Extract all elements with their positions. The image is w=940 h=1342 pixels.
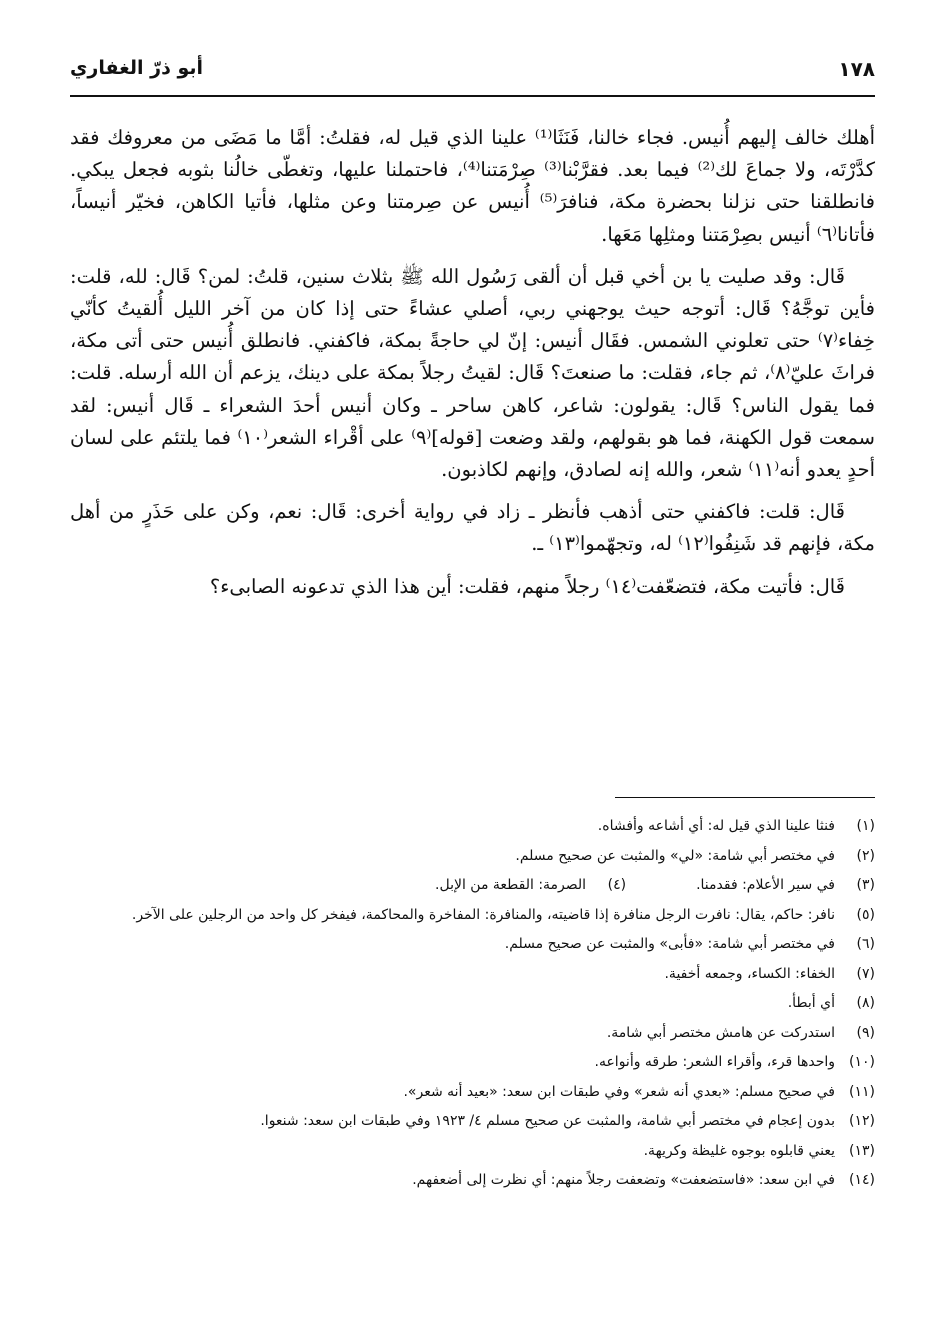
footnote-divider — [615, 797, 875, 798]
footnote — [696, 871, 875, 901]
footnote-number: (٢) — [856, 847, 875, 864]
footnote-text: في سير الأعلام: فقدمنا. — [696, 877, 835, 893]
footnote-text: فنثا علينا الذي قيل له: أي أشاعه وأفشاه. — [597, 818, 835, 834]
footnote-number: (٩) — [856, 1024, 875, 1041]
footnotes — [70, 812, 875, 1196]
footnote-number: (١٢) — [849, 1113, 875, 1129]
footnote-number: (١٠) — [849, 1054, 875, 1070]
footnote-text: استدركت عن هامش مختصر أبي شامة. — [606, 1024, 835, 1041]
footnote-text: في مختصر أبي شامة: «فأبى» والمثبت عن صحيح مسلم. — [504, 936, 835, 952]
footnote — [70, 930, 875, 960]
footnote — [70, 1107, 875, 1137]
footnote — [70, 960, 875, 990]
footnote-text: في مختصر أبي شامة: «لي» والمثبت عن صحيح مسلم. — [515, 847, 835, 864]
page-header — [70, 55, 875, 97]
footnote — [70, 901, 875, 931]
paragraph: قَال: قلت: فاكفني حتى أذهب فأنظر ـ زاد في رواية أخرى: قَال: نعم، وكن على حَذَرٍ من أهل مكة، فإنهم قد شَنِفُوا⁽١٢⁾ له، وتجهّموا⁽١٣⁾ ـ. — [70, 500, 875, 556]
footnote — [70, 989, 875, 1019]
footnote-number: (١٣) — [849, 1142, 875, 1159]
footnote — [70, 1019, 875, 1049]
footnote-number: (٨) — [856, 995, 875, 1011]
footnote-text: يعني قابلوه بوجوه غليظة وكريهة. — [643, 1142, 835, 1159]
paragraph: قَال: وقد صليت يا بن أخي قبل أن ألقى رَسُول الله ﷺ بثلاث سنين، قلتُ: لمن؟ قَال: لله، قلت: فأين توجَّهُ؟ قَال: أتوجه حيث يوجهني ربي، أصلي عشاءً حتى إذا كان من آخر الليل أُلقيتُ كأنّي خِفاء⁽٧⁾ حتى تعلوني الشمس. فقَال أنيس: إنّ لي حاجةً بمكة، فاكفني. فانطلق أُنيس حتى أتى مكة، فراثَ عليّ⁽٨⁾، ثم جاء، فقلت: ما صنعتَ؟ قَال: لقيتُ رجلاً بمكة على دينك، يزعم أن الله أرسله. قلت: فما يقول الناس؟ قَال: يقولون: شاعر، كاهن ساحر ـ وكان أنيس أحدَ الشعراء ـ قَال أنيس: لقد سمعت قول الكهنة، فما هو بقولهم، ولقد وضعت [قوله]⁽٩⁾ على أقْراء الشعر⁽١٠⁾ فما يلتئم على لسان أحدٍ يعدو أنه⁽١١⁾ شعر، والله إنه لصادق، وإنهم لكاذبون. — [70, 264, 875, 482]
footnote-text: في صحيح مسلم: «بعدي أنه شعر» وفي طبقات ابن سعد: «بعيد أنه شعر». — [403, 1083, 835, 1100]
footnote — [70, 1078, 875, 1108]
footnote-number: (١٤) — [849, 1172, 875, 1188]
footnote-text: في ابن سعد: «فاستضعفت» وتضعفت رجلاً منهم: أي نظرت إلى أضعفهم. — [412, 1172, 835, 1188]
footnote-text: بدون إعجام في مختصر أبي شامة، والمثبت عن صحيح مسلم ٤/ ١٩٢٣ وفي طبقات ابن سعد: شنعوا. — [260, 1113, 835, 1129]
footnote-text: الخفاء: الكساء، وجمعه أخفية. — [664, 965, 835, 982]
footnote-text: الصرمة: القطعة من الإبل. — [435, 877, 587, 893]
footnote-number: (١) — [856, 818, 875, 834]
footnote — [70, 812, 875, 842]
footnote-text: نافر: حاكم، يقال: نافرت الرجل منافرة إذا قاضيته، والمنافرة: المفاخرة والمحاكمة، فيفخر كل واحد من الرجلين على الآخر. — [131, 906, 835, 923]
footnote-number: (٤) — [607, 877, 627, 893]
paragraph: أهلك خالف إليهم أُنيس. فجاء خالنا، فَنَثَا⁽¹⁾ علينا الذي قيل له، فقلتُ: أمَّا ما مَضَى من معروفك فقد كدَّرْتَه، ولا جماعَ لك⁽²⁾ فيما بعد. فقرَّبْنا⁽³⁾ صِرْمَتنا⁽⁴⁾، فاحتملنا عليها، وتغطّى خالُنا بثوبه فجعل يبكي. فانطلقنا حتى نزلنا بحضرة مكة، فنافرَ⁽⁵⁾ أُنيس عن صِرمتنا وعن مثلها، فأتيا الكاهن، فخيّر أنيساً، فأتانا⁽٦⁾ أنيس بصِرْمَتنا ومثلِها مَعَها. — [70, 126, 876, 246]
footnote — [435, 871, 626, 901]
page-number: ١٧٨ — [838, 57, 875, 81]
footnote — [70, 1166, 875, 1196]
footnote-number: (٧) — [856, 965, 875, 982]
paragraph: قَال: فأتيت مكة، فتضعّفت⁽١٤⁾ رجلاً منهم، فقلت: أين هذا الذي تدعونه الصابىء؟ — [209, 574, 845, 598]
footnote-number: (٥) — [856, 906, 875, 923]
footnote-row — [70, 871, 875, 901]
footnote-text: أي أبطأ. — [787, 995, 835, 1011]
footnote — [70, 842, 875, 872]
running-title: أبو ذرّ الغفاري — [70, 57, 204, 79]
main-text — [70, 122, 875, 613]
footnote-number: (١١) — [849, 1083, 875, 1100]
footnote — [70, 1137, 875, 1167]
footnote — [70, 1048, 875, 1078]
footnote-number: (٣) — [856, 877, 875, 893]
footnote-text: واحدها قرء، وأقراء الشعر: طرقه وأنواعه. — [594, 1054, 835, 1070]
book-page — [70, 0, 875, 1342]
footnote-number: (٦) — [856, 936, 875, 952]
